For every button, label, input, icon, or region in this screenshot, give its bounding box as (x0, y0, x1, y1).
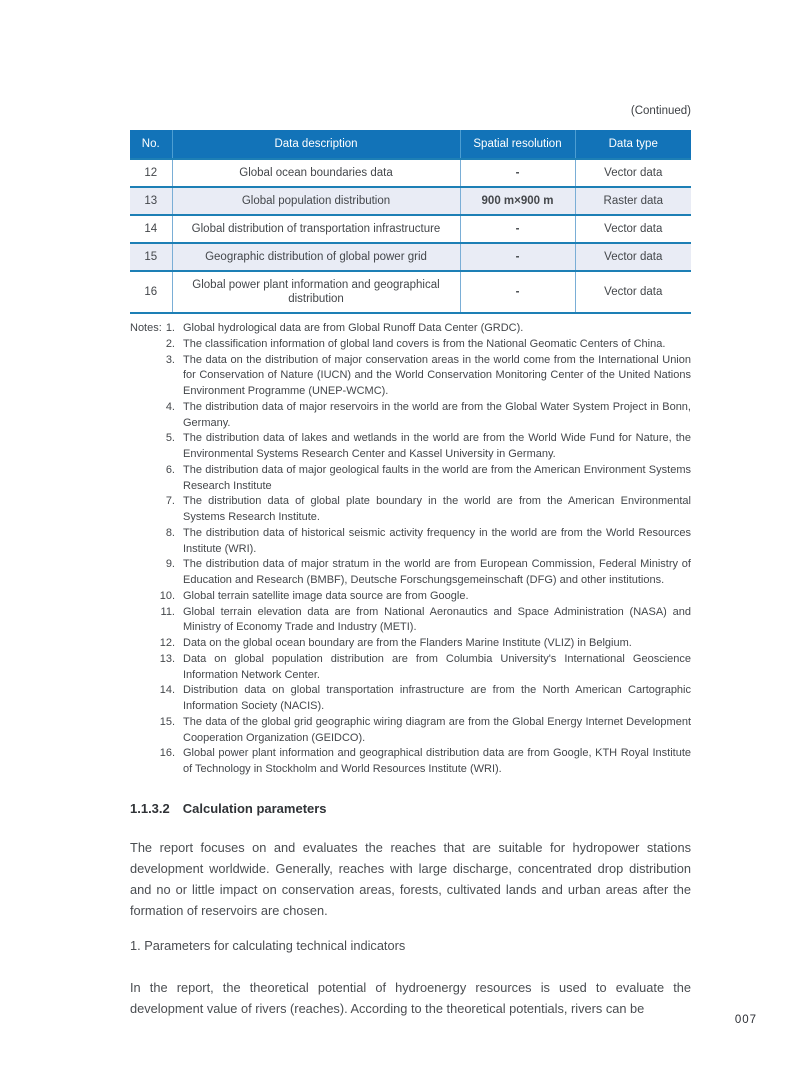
note-number: 11. (160, 605, 175, 618)
page-content (130, 0, 691, 1032)
cell-type: Vector data (575, 215, 691, 243)
note-text: Global power plant information and geographical distribution data are from Google, KTH Royal Institute of Technology in Stockholm and World Resources Institute (WRI). (183, 747, 691, 775)
cell-resolution: - (460, 159, 575, 187)
note-item (130, 715, 691, 747)
note-text: The distribution data of major reservoirs in the world are from the Global Water System Project in Bonn, Germany. (183, 400, 691, 429)
note-text: The classification information of global land covers is from the National Geomatic Centers of China. (183, 337, 666, 350)
note-item (130, 463, 691, 495)
note-text: The distribution data of major stratum in the world are from European Commission, Federal Ministry of Education and Research (BMBF), Deutsche Forschungsgemeinschaft (DFG) and other institutions. (183, 558, 691, 586)
note-number: 4. (165, 400, 175, 413)
note-number: 8. (165, 526, 175, 539)
note-text: Global terrain elevation data are from National Aeronautics and Space Administration (NASA) and Ministry of Economy Trade and Industry (METI). (183, 605, 691, 634)
cell-description: Global distribution of transportation infrastructure (172, 215, 460, 243)
note-number: 10. (159, 589, 175, 602)
cell-type: Vector data (575, 159, 691, 187)
table-row (130, 159, 691, 187)
note-item (130, 746, 691, 778)
note-item (130, 353, 691, 400)
data-table (130, 130, 691, 314)
note-number: 6. (165, 463, 175, 476)
cell-type: Raster data (575, 187, 691, 215)
table-header (130, 130, 691, 159)
cell-type: Vector data (575, 243, 691, 271)
cell-description: Global ocean boundaries data (172, 159, 460, 187)
table-row (130, 243, 691, 271)
paragraph-theoretical-potential: In the report, the theoretical potential of hydroenergy resources is used to evaluate the development value of rivers (reaches). According to the theoretical potentials, rivers can be (130, 979, 691, 1016)
cell-no: 16 (130, 271, 172, 313)
note-item (130, 636, 691, 652)
note-number: 12. (159, 637, 175, 649)
note-text: The distribution data of historical seismic activity frequency in the world are from the World Resources Institute (WRI). (183, 526, 691, 555)
table-body (130, 159, 691, 313)
cell-resolution: - (460, 271, 575, 313)
cell-resolution: - (460, 243, 575, 271)
note-number: 16. (159, 747, 175, 760)
cell-resolution: 900 m×900 m (460, 187, 575, 215)
header-cell-no: No. (130, 130, 172, 159)
table-header-row (130, 130, 691, 159)
note-text: The distribution data of lakes and wetlands in the world are from the World Wide Fund for Nature, the Environmental Systems Research Center and Kassel University in Germany. (183, 432, 691, 460)
section-title: Calculation parameters (182, 800, 327, 816)
table-row (130, 271, 691, 313)
cell-resolution: - (460, 215, 575, 243)
note-text: The data on the distribution of major conservation areas in the world come from the International Union for Conservation of Nature (IUCN) and the World Conservation Monitoring Center of the United Nations Environment Programme (UNEP-WCMC). (183, 353, 691, 397)
note-item (130, 605, 691, 637)
note-number: 5. (165, 432, 175, 445)
continued-label: (Continued) (630, 105, 691, 117)
note-text: Global terrain satellite image data source are from Google. (183, 589, 469, 602)
header-cell-description: Data description (172, 130, 460, 159)
page-number: 007 (734, 1014, 757, 1026)
note-item (130, 557, 691, 589)
cell-no: 12 (130, 159, 172, 187)
note-number: 3. (165, 353, 175, 366)
cell-description: Global population distribution (172, 187, 460, 215)
section-number: 1.1.3.2 (130, 800, 170, 816)
note-item (130, 337, 691, 353)
notes-section (130, 321, 691, 778)
paragraph-report-focus: The report focuses on and evaluates the reaches that are suitable for hydropower stations development worldwide. Generally, reaches with large discharge, concentrated drop distribution and no or little impact on conservation areas, forests, cultivated lands and urban areas after the formation of reservoirs are chosen. (130, 839, 691, 918)
header-cell-type: Data type (575, 130, 691, 159)
note-item (130, 526, 691, 558)
list-heading-parameters: 1. Parameters for calculating technical indicators (130, 937, 406, 953)
note-item (130, 321, 691, 337)
notes-label: Notes: (130, 322, 162, 334)
note-item (130, 589, 691, 605)
table-row (130, 215, 691, 243)
cell-description: Geographic distribution of global power grid (172, 243, 460, 271)
cell-no: 15 (130, 243, 172, 271)
note-text: Data on the global ocean boundary are from the Flanders Marine Institute (VLIZ) in Belgium. (183, 637, 632, 649)
note-text: Distribution data on global transportation infrastructure are from the North American Cartographic Information Society (NACIS). (183, 684, 691, 712)
note-item (130, 400, 691, 432)
header-cell-resolution: Spatial resolution (460, 130, 575, 159)
table-row (130, 187, 691, 215)
note-text: The distribution data of major geological faults in the world are from the American Environment Systems Research Institute (183, 463, 691, 492)
note-text: The data of the global grid geographic wiring diagram are from the Global Energy Internet Development Cooperation Organization (GEIDCO). (183, 715, 691, 744)
note-item (130, 431, 691, 463)
note-number: 1. (165, 322, 175, 334)
note-number: 2. (165, 337, 175, 350)
note-number: 15. (159, 715, 175, 728)
note-number: 14. (159, 684, 175, 697)
note-text: Data on global population distribution are from Columbia University's International Geoscience Information Network Center. (183, 652, 691, 681)
notes-list (130, 321, 691, 778)
note-number: 9. (165, 558, 175, 571)
note-number: 7. (165, 495, 175, 508)
note-text: The distribution data of global plate boundary in the world are from the American Environmental Systems Research Institute. (183, 495, 691, 523)
note-item (130, 683, 691, 715)
cell-type: Vector data (575, 271, 691, 313)
note-text: Global hydrological data are from Global Runoff Data Center (GRDC). (183, 322, 524, 334)
cell-description: Global power plant information and geographical distribution (172, 271, 460, 313)
cell-no: 13 (130, 187, 172, 215)
note-item (130, 494, 691, 526)
note-item (130, 652, 691, 684)
cell-no: 14 (130, 215, 172, 243)
note-number: 13. (159, 652, 175, 665)
section-heading (130, 801, 691, 816)
